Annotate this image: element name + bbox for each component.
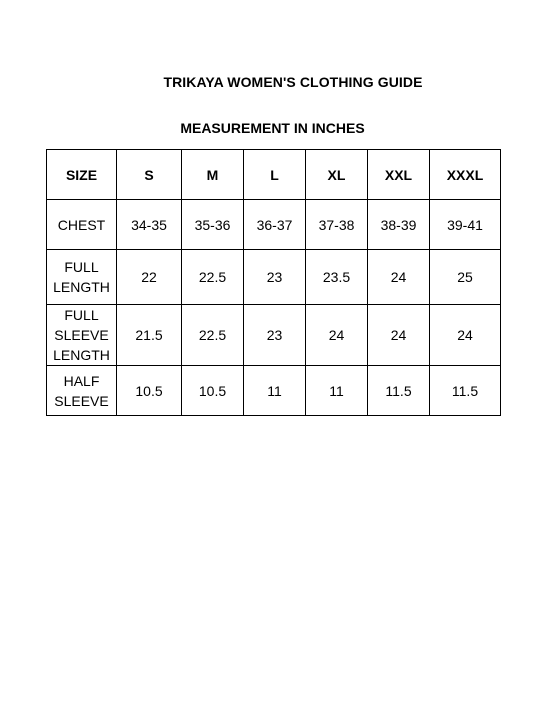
- table-cell: 22: [117, 250, 182, 305]
- row-label: [47, 305, 117, 366]
- table-cell: 22.5: [182, 250, 244, 305]
- row-label-line: HALF: [63, 372, 100, 389]
- document-title: TRIKAYA WOMEN'S CLOTHING GUIDE: [163, 74, 423, 90]
- header-cell-xl: XL: [306, 150, 368, 200]
- header-cell-xxl: XXL: [368, 150, 430, 200]
- row-label: [47, 200, 117, 250]
- table-cell: 36-37: [244, 200, 306, 250]
- table-cell: 21.5: [117, 305, 182, 366]
- row-label-line: CHEST: [57, 216, 106, 233]
- table-cell: 11.5: [430, 366, 501, 416]
- header-cell-s: S: [117, 150, 182, 200]
- row-label: [47, 250, 117, 305]
- size-chart-table: [46, 149, 501, 416]
- table-cell: 35-36: [182, 200, 244, 250]
- table-header-row: [47, 150, 501, 200]
- table-cell: 34-35: [117, 200, 182, 250]
- table-cell: 23: [244, 250, 306, 305]
- table-row-chest: [47, 200, 501, 250]
- row-label-line: FULL: [64, 259, 99, 275]
- table-cell: 10.5: [117, 366, 182, 416]
- row-label-line: SLEEVE: [54, 327, 109, 343]
- table-cell: 22.5: [182, 305, 244, 366]
- header-cell-l: L: [244, 150, 306, 200]
- header-cell-xxxl: XXXL: [430, 150, 501, 200]
- table-cell: 24: [430, 305, 501, 366]
- table-cell: 11: [306, 366, 368, 416]
- table-row-full-length: [47, 250, 501, 305]
- table-cell: 23.5: [306, 250, 368, 305]
- table-cell: 38-39: [368, 200, 430, 250]
- table-cell: 39-41: [430, 200, 501, 250]
- table-row-full-sleeve-length: [47, 305, 501, 366]
- row-label-line: LENGTH: [53, 347, 110, 363]
- table-cell: 11.5: [368, 366, 430, 416]
- table-cell: 37-38: [306, 200, 368, 250]
- table-cell: 10.5: [182, 366, 244, 416]
- table-cell: 24: [368, 305, 430, 366]
- table-cell: 11: [244, 366, 306, 416]
- document-subtitle: MEASUREMENT IN INCHES: [180, 120, 365, 136]
- row-label-line: FULL: [64, 307, 99, 323]
- table-row-half-sleeve: [47, 366, 501, 416]
- header-cell-m: M: [182, 150, 244, 200]
- table-cell: 24: [306, 305, 368, 366]
- row-label: [47, 366, 117, 416]
- row-label-line: LENGTH: [53, 279, 110, 295]
- header-cell-size: SIZE: [47, 150, 117, 200]
- row-label-line: SLEEVE: [54, 392, 109, 409]
- table-cell: 24: [368, 250, 430, 305]
- table-cell: 25: [430, 250, 501, 305]
- table-cell: 23: [244, 305, 306, 366]
